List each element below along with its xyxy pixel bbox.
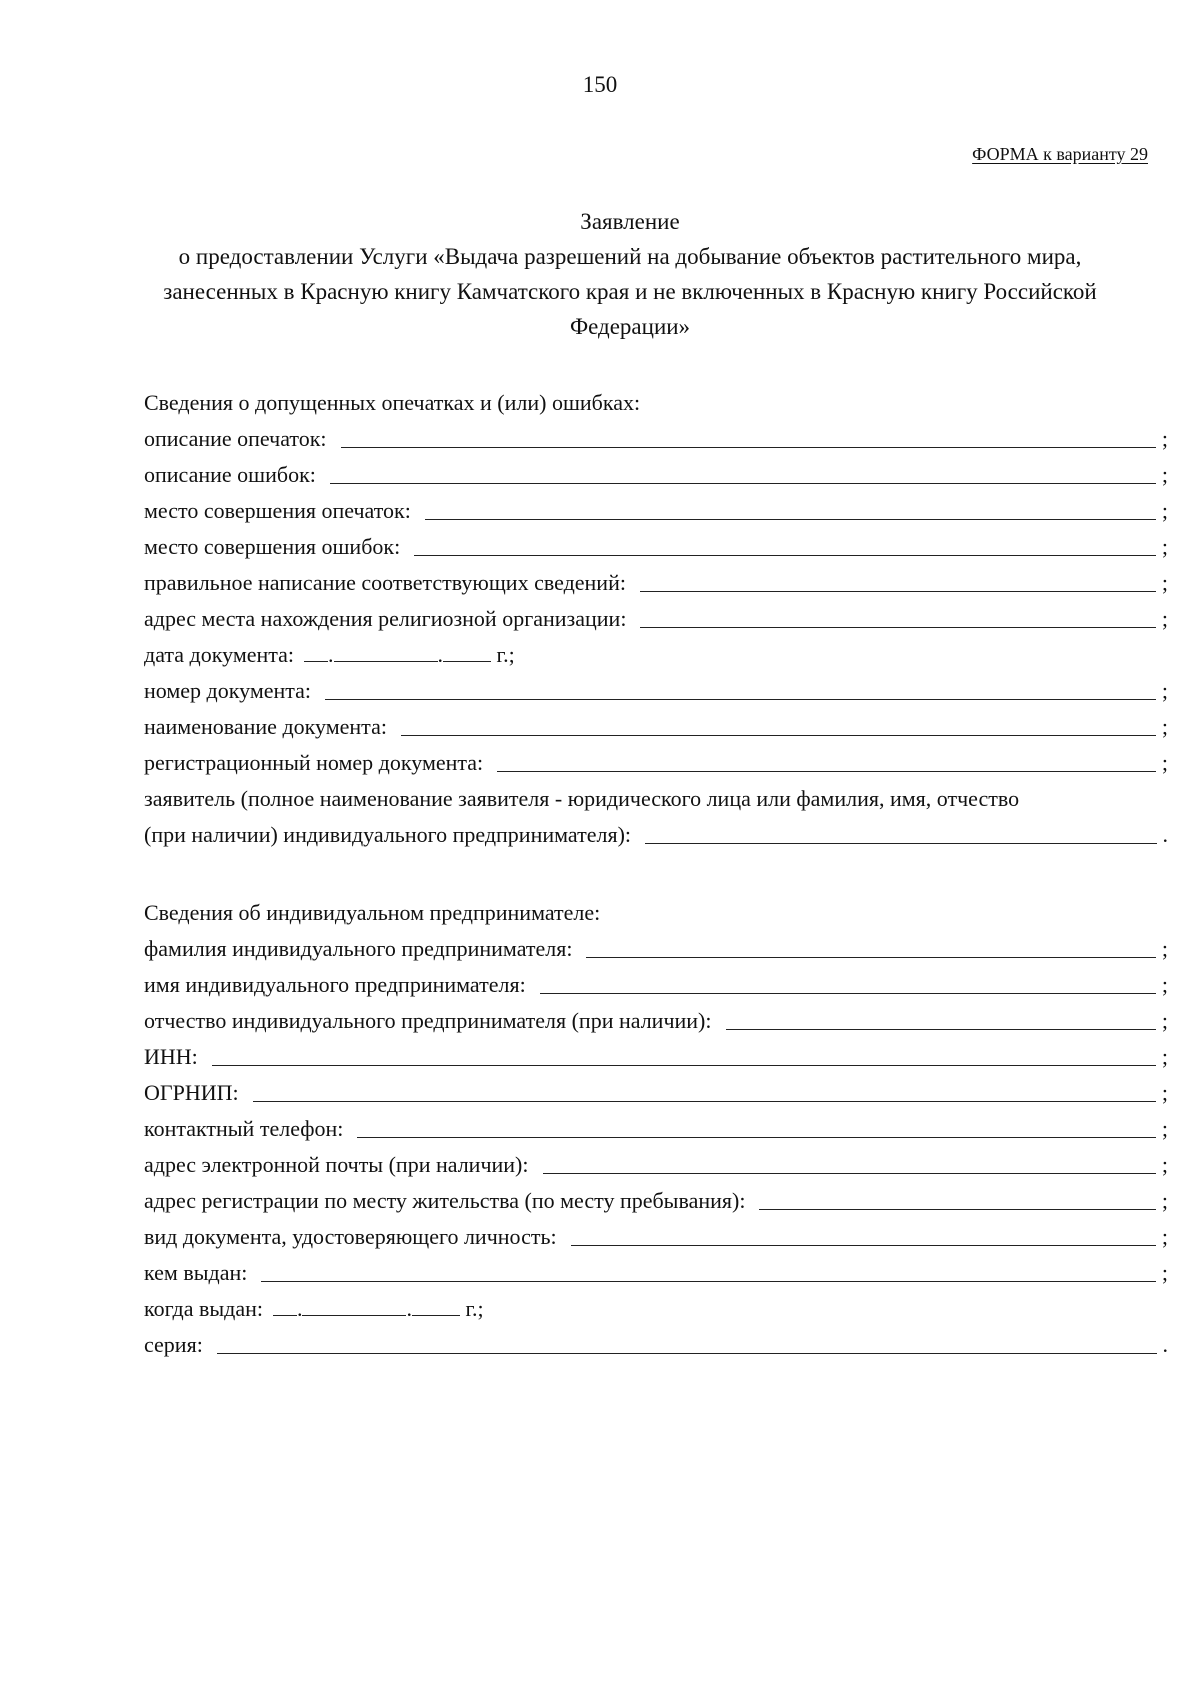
field-row-correct-spelling xyxy=(144,565,1168,601)
semicolon: ; xyxy=(1161,1080,1168,1105)
date-separator: . xyxy=(406,1296,412,1321)
field-row-applicant xyxy=(144,817,1168,853)
religious-org-address-field[interactable] xyxy=(640,627,1155,628)
field-row-inn xyxy=(144,1039,1168,1075)
field-row-religious-org-address xyxy=(144,601,1168,637)
field-row-patronymic xyxy=(144,1003,1168,1039)
field-label: адрес электронной почты (при наличии): xyxy=(144,1152,529,1177)
page-number: 150 xyxy=(582,72,618,97)
field-row-registration-number xyxy=(144,745,1168,781)
title-line-4: Федерации» xyxy=(569,314,691,339)
form-variant-label: ФОРМА к варианту 29 xyxy=(972,144,1148,164)
semicolon: ; xyxy=(1161,606,1168,631)
semicolon: ; xyxy=(1161,1188,1168,1213)
title-line-2: о предоставлении Услуги «Выдача разрешений на добывание объектов растительного мира, xyxy=(178,244,1082,269)
field-row-typo-location xyxy=(144,493,1168,529)
field-label: правильное написание соответствующих сведений: xyxy=(144,570,626,595)
year-blank[interactable] xyxy=(412,1293,460,1316)
email-field[interactable] xyxy=(543,1173,1156,1174)
field-row-registration-address xyxy=(144,1183,1168,1219)
field-row-error-location xyxy=(144,529,1168,565)
field-label: имя индивидуального предпринимателя: xyxy=(144,972,526,997)
semicolon: ; xyxy=(1161,534,1168,559)
field-row-error-description xyxy=(144,457,1168,493)
id-document-type-field[interactable] xyxy=(571,1245,1156,1246)
field-row-document-number xyxy=(144,673,1168,709)
field-label: место совершения опечаток: xyxy=(144,498,411,523)
semicolon: ; xyxy=(1161,1260,1168,1285)
period: . xyxy=(1162,822,1168,847)
typo-description-field[interactable] xyxy=(341,447,1156,448)
field-label: контактный телефон: xyxy=(144,1116,344,1141)
date-separator: . xyxy=(437,642,444,667)
section-heading-text: Сведения об индивидуальном предпринимателе: xyxy=(144,900,601,925)
section-heading xyxy=(144,385,1168,421)
title-line-3: занесенных в Красную книгу Камчатского края и не включенных в Красную книгу Российской xyxy=(163,279,1097,304)
error-description-field[interactable] xyxy=(330,483,1156,484)
ogrnip-field[interactable] xyxy=(253,1101,1156,1102)
field-row-issued-when xyxy=(144,1291,1168,1327)
field-label: дата документа: xyxy=(144,642,295,667)
field-row-document-date xyxy=(144,637,1168,673)
year-suffix: г.; xyxy=(465,1296,484,1321)
semicolon: ; xyxy=(1161,498,1168,523)
field-label: фамилия индивидуального предпринимателя: xyxy=(144,936,573,961)
field-row-surname xyxy=(144,931,1168,967)
title-line-1: Заявление xyxy=(580,209,680,234)
field-label: заявитель (полное наименование заявителя - юридического лица или фамилия, имя, отчество xyxy=(144,786,1020,811)
errors-section xyxy=(144,385,1168,853)
field-label: отчество индивидуального предпринимателя (при наличии): xyxy=(144,1008,712,1033)
section-heading-text: Сведения о допущенных опечатках и (или) ошибках: xyxy=(144,390,641,415)
semicolon: ; xyxy=(1161,1044,1168,1069)
applicant-field[interactable] xyxy=(645,843,1156,844)
document-name-field[interactable] xyxy=(401,735,1156,736)
series-field[interactable] xyxy=(217,1353,1157,1354)
semicolon: ; xyxy=(1161,936,1168,961)
month-blank[interactable] xyxy=(334,639,438,662)
correct-spelling-field[interactable] xyxy=(640,591,1156,592)
semicolon: ; xyxy=(1161,972,1168,997)
semicolon: ; xyxy=(1161,1008,1168,1033)
semicolon: ; xyxy=(1161,750,1168,775)
semicolon: ; xyxy=(1161,1224,1168,1249)
year-suffix: г.; xyxy=(496,642,515,667)
semicolon: ; xyxy=(1161,714,1168,739)
field-row-id-document-type xyxy=(144,1219,1168,1255)
field-row-typo-description xyxy=(144,421,1168,457)
semicolon: ; xyxy=(1161,426,1168,451)
patronymic-field[interactable] xyxy=(726,1029,1156,1030)
registration-number-field[interactable] xyxy=(497,771,1156,772)
name-field[interactable] xyxy=(540,993,1156,994)
month-blank[interactable] xyxy=(302,1293,406,1316)
field-row-ogrnip xyxy=(144,1075,1168,1111)
typo-location-field[interactable] xyxy=(425,519,1156,520)
field-label: кем выдан: xyxy=(144,1260,248,1285)
entrepreneur-section xyxy=(144,895,1168,1363)
inn-field[interactable] xyxy=(212,1065,1156,1066)
date-field[interactable] xyxy=(273,1291,484,1327)
phone-field[interactable] xyxy=(357,1137,1156,1138)
section-heading xyxy=(144,895,1168,931)
field-row-phone xyxy=(144,1111,1168,1147)
issued-by-field[interactable] xyxy=(261,1281,1156,1282)
field-label: описание опечаток: xyxy=(144,426,327,451)
field-row-applicant-label xyxy=(144,781,1168,817)
field-label: серия: xyxy=(144,1332,203,1357)
semicolon: ; xyxy=(1161,678,1168,703)
field-row-issued-by xyxy=(144,1255,1168,1291)
field-row-document-name xyxy=(144,709,1168,745)
day-blank[interactable] xyxy=(273,1293,297,1316)
field-label: когда выдан: xyxy=(144,1296,263,1321)
semicolon: ; xyxy=(1161,570,1168,595)
date-field[interactable] xyxy=(304,637,515,673)
field-label: ОГРНИП: xyxy=(144,1080,239,1105)
semicolon: ; xyxy=(1161,462,1168,487)
field-label: регистрационный номер документа: xyxy=(144,750,484,775)
field-label: наименование документа: xyxy=(144,714,387,739)
error-location-field[interactable] xyxy=(414,555,1156,556)
surname-field[interactable] xyxy=(586,957,1155,958)
field-label: адрес места нахождения религиозной организации: xyxy=(144,606,627,631)
year-blank[interactable] xyxy=(443,639,491,662)
period: . xyxy=(1162,1332,1168,1357)
field-label: номер документа: xyxy=(144,678,312,703)
date-separator: . xyxy=(328,642,334,667)
registration-address-field[interactable] xyxy=(759,1209,1155,1210)
document-title xyxy=(130,204,1130,344)
semicolon: ; xyxy=(1161,1116,1168,1141)
field-row-name xyxy=(144,967,1168,1003)
field-row-series xyxy=(144,1327,1168,1363)
field-label: ИНН: xyxy=(144,1044,198,1069)
semicolon: ; xyxy=(1161,1152,1168,1177)
field-label: место совершения ошибок: xyxy=(144,534,401,559)
field-label: адрес регистрации по месту жительства (по месту пребывания): xyxy=(144,1188,746,1213)
field-row-email xyxy=(144,1147,1168,1183)
date-separator: . xyxy=(296,1296,303,1321)
field-label: (при наличии) индивидуального предпринимателя): xyxy=(144,822,632,847)
field-label: описание ошибок: xyxy=(144,462,316,487)
day-blank[interactable] xyxy=(304,639,328,662)
field-label: вид документа, удостоверяющего личность: xyxy=(144,1224,557,1249)
document-number-field[interactable] xyxy=(325,699,1156,700)
